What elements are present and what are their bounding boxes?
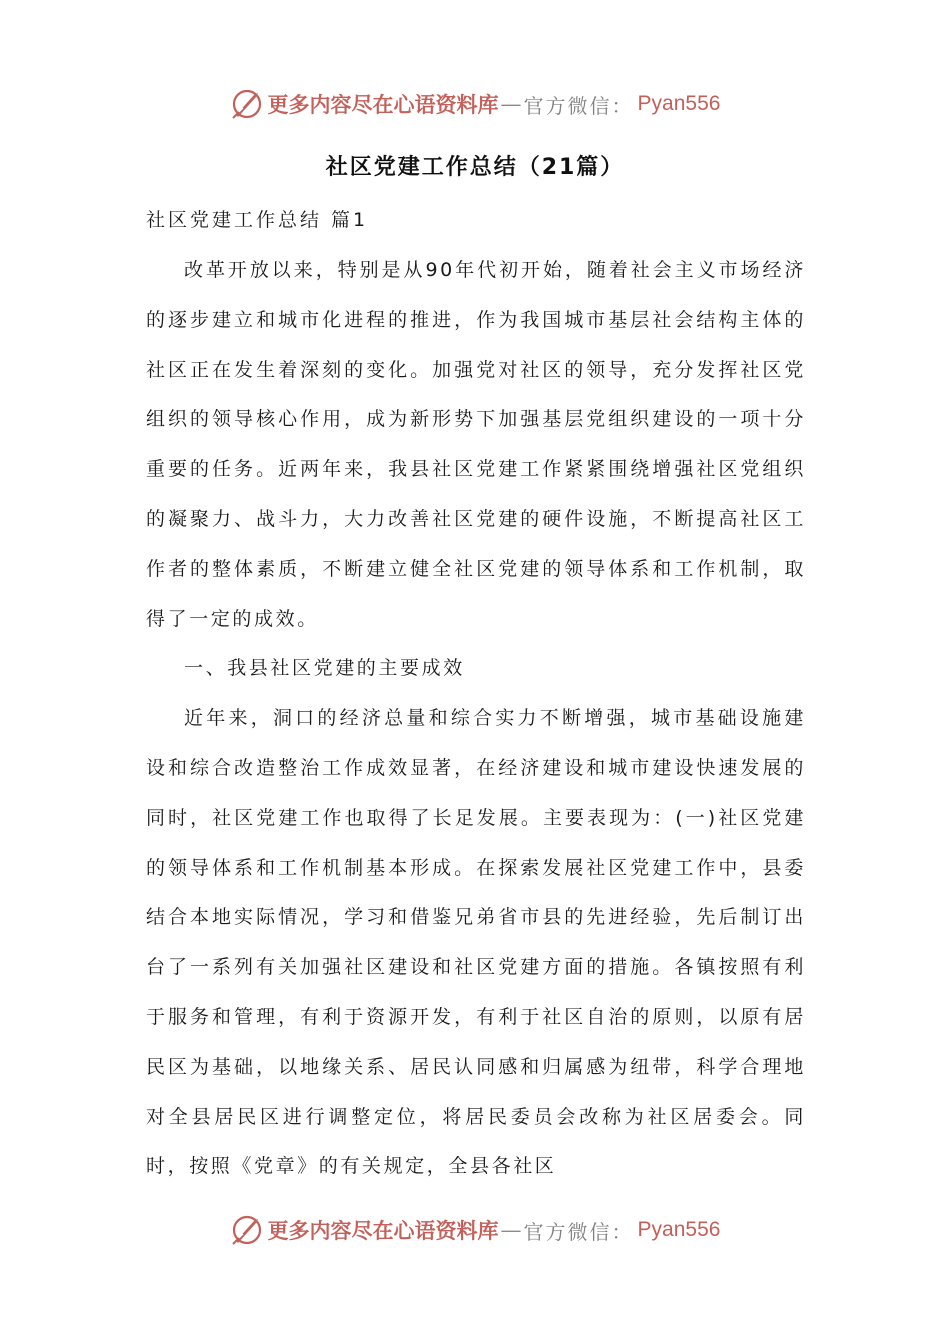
banner-dash: —	[500, 1218, 522, 1242]
header-banner	[0, 82, 950, 126]
banner-dash: —	[500, 92, 522, 116]
document-subtitle: 社区党建工作总结 篇1	[146, 209, 369, 231]
quill-logo-icon	[230, 87, 264, 121]
banner-site-text: 更多内容尽在心语资料库	[267, 1218, 499, 1243]
document-body	[146, 246, 806, 1192]
body-paragraph: 近年来，洞口的经济总量和综合实力不断增强，城市基础设施建设和综合改造整治工作成效显著，在经济建设和城市建设快速发展的同时，社区党建工作也取得了长足发展。主要表现为：(一)社区党建的领导体系和工作机制基本形成。在探索发展社区党建工作中，县委结合本地实际情况，学习和借鉴兄弟省市县的先进经验，先后制订出台了一系列有关加强社区建设和社区党建方面的措施。各镇按照有利于服务和管理，有利于资源开发，有利于社区自治的原则，以原有居民区为基础，以地缘关系、居民认同感和归属感为纽带，科学合理地对全县居民区进行调整定位，将居民委员会改称为社区居委会。同时，按照《党章》的有关规定，全县各社区	[146, 707, 806, 1178]
banner-site-text: 更多内容尽在心语资料库	[267, 92, 499, 117]
section-heading: 一、我县社区党建的主要成效	[184, 657, 465, 680]
banner-wechat-label: 官方微信：	[523, 93, 634, 118]
banner-wechat-id: Pyan556	[637, 1218, 721, 1241]
banner-wechat-label: 官方微信：	[523, 1219, 634, 1244]
document-title: 社区党建工作总结（21篇）	[325, 155, 625, 180]
banner-wechat-id: Pyan556	[637, 92, 721, 115]
quill-logo-icon	[230, 1213, 264, 1247]
footer-banner	[0, 1208, 950, 1252]
body-paragraph: 改革开放以来，特别是从90年代初开始，随着社会主义市场经济的逐步建立和城市化进程的推进，作为我国城市基层社会结构主体的社区正在发生着深刻的变化。加强党对社区的领导，充分发挥社区党组织的领导核心作用，成为新形势下加强基层党组织建设的一项十分重要的任务。近两年来，我县社区党建工作紧紧围绕增强社区党组织的凝聚力、战斗力，大力改善社区党建的硬件设施，不断提高社区工作者的整体素质，不断建立健全社区党建的领导体系和工作机制，取得了一定的成效。	[146, 259, 806, 630]
